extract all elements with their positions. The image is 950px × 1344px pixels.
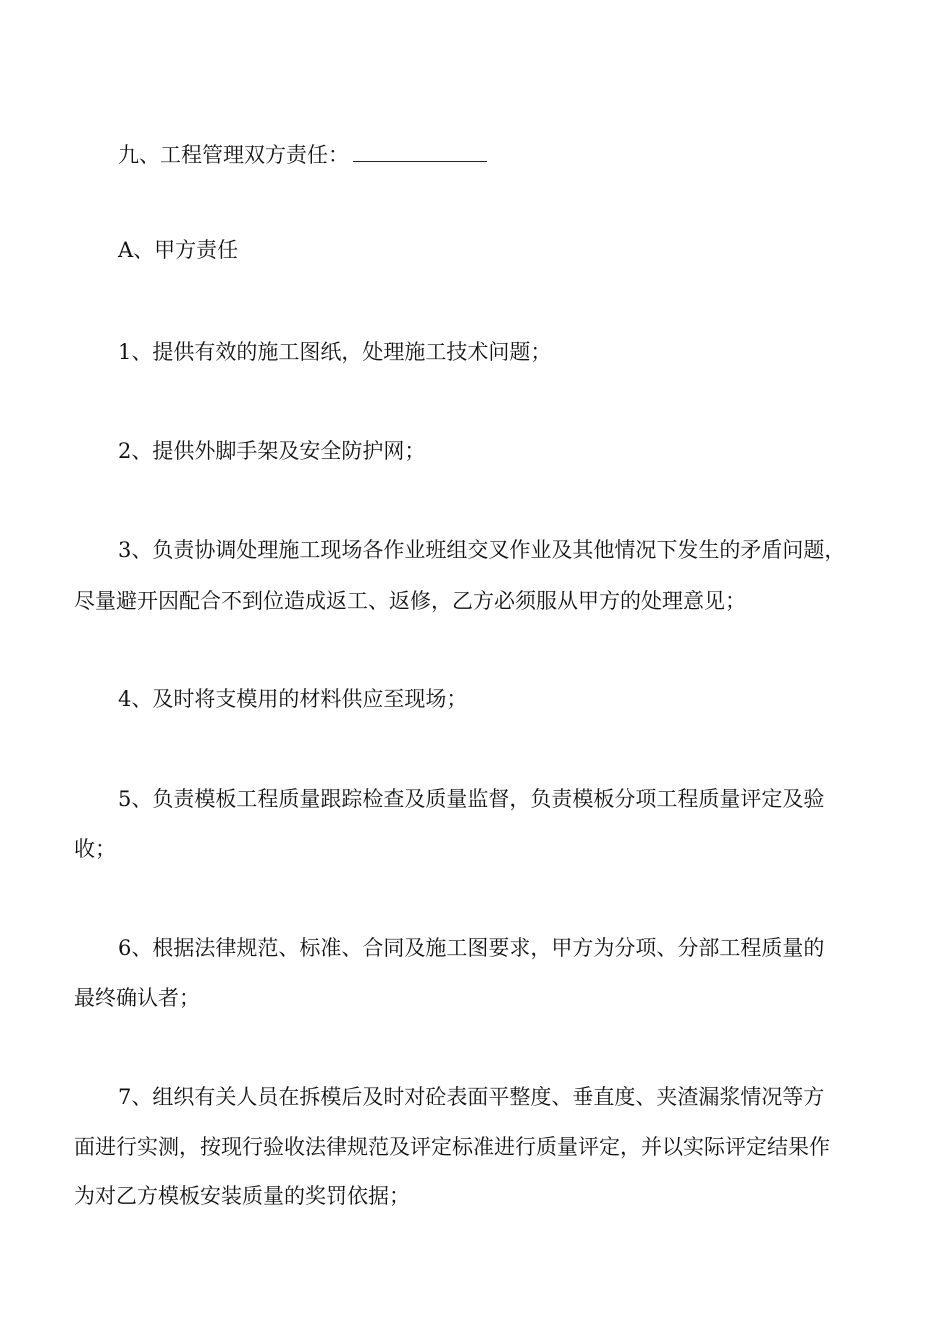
paragraph-7-line-1: 7、组织有关人员在拆模后及时对砼表面平整度、垂直度、夹渣漏浆情况等方 [118,1085,825,1109]
blank-line [353,141,487,162]
paragraph-7-line-2: 面进行实测，按现行验收法律规范及评定标准进行质量评定，并以实际评定结果作 [74,1135,830,1159]
section-title [118,141,938,169]
paragraph-5-line-2: 收； [74,837,116,861]
paragraph-7-line-3: 为对乙方模板安装质量的奖罚依据； [74,1184,410,1208]
paragraph-1: 1、提供有效的施工图纸，处理施工技术问题； [118,340,552,364]
paragraph-3-line-2: 尽量避开因配合不到位造成返工、返修，乙方必须服从甲方的处理意见； [74,589,746,613]
paragraph-6-line-1: 6、根据法律规范、标准、合同及施工图要求，甲方为分项、分部工程质量的 [118,936,825,960]
section-title-text: 九、工程管理双方责任： [118,143,349,167]
paragraph-6-line-2: 最终确认者； [74,986,200,1010]
paragraph-4: 4、及时将支模用的材料供应至现场； [118,687,468,711]
paragraph-5-line-1: 5、负责模板工程质量跟踪检查及质量监督，负责模板分项工程质量评定及验 [118,787,825,811]
paragraph-2: 2、提供外脚手架及安全防护网； [118,439,426,463]
paragraph-3-line-1: 3、负责协调处理施工现场各作业班组交叉作业及其他情况下发生的矛盾问题， [118,538,846,562]
subheading: A、甲方责任 [118,238,239,262]
